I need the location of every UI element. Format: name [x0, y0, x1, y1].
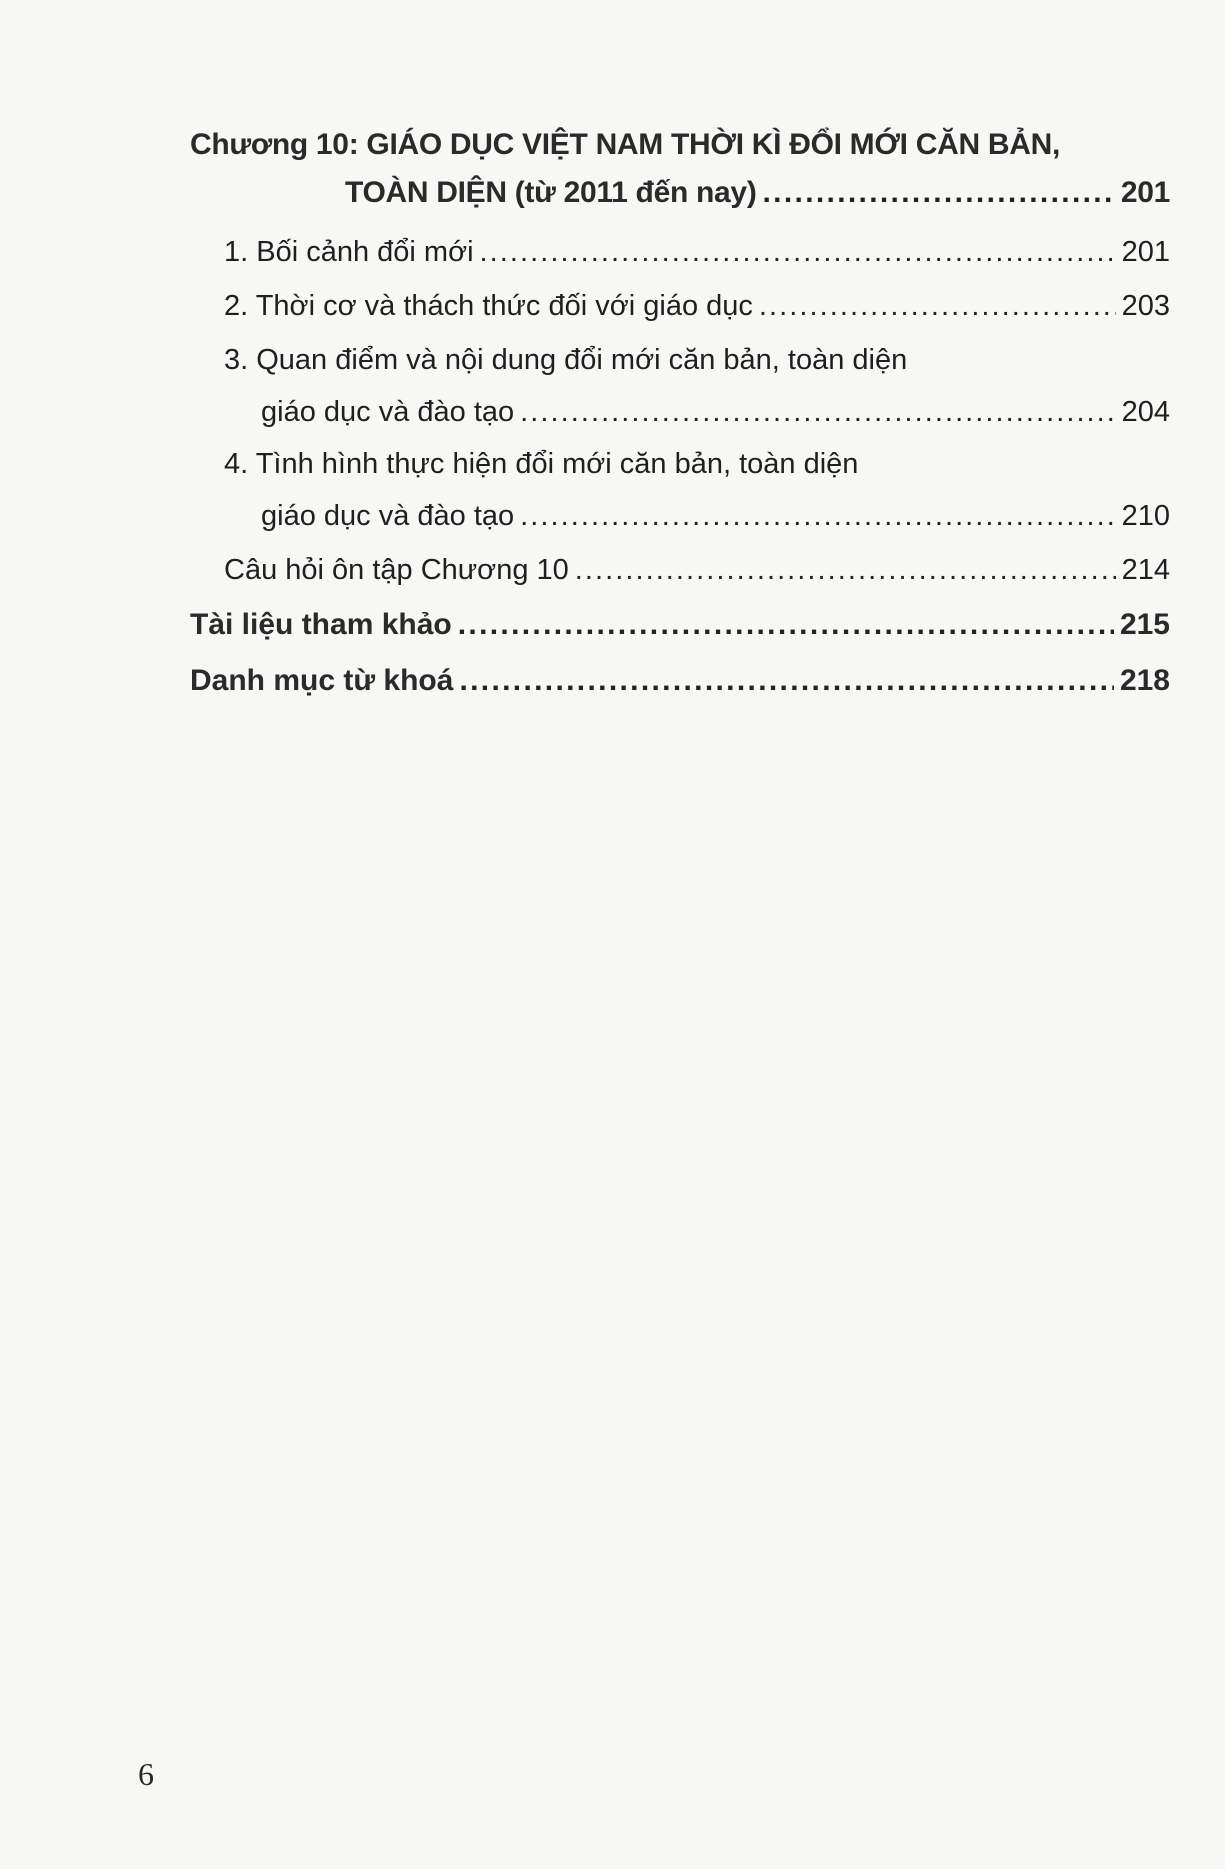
- toc-entry-label: giáo dục và đào tạo: [261, 396, 515, 428]
- toc-entry-label: Tài liệu tham khảo: [190, 608, 452, 641]
- dot-leader: [763, 176, 1115, 210]
- chapter-10-title-line2: TOÀN DIỆN (từ 2011 đến nay): [345, 176, 757, 209]
- dot-leader: [459, 664, 1114, 698]
- toc-entry-3-line1: 3. Quan điểm và nội dung đổi mới căn bản, toàn diện: [224, 344, 908, 376]
- toc-entry-page: 214: [1121, 554, 1170, 586]
- dot-leader: [458, 608, 1114, 642]
- toc-entry-review: [224, 554, 1170, 587]
- toc-entry-2: [224, 290, 1170, 323]
- dot-leader: [520, 500, 1115, 533]
- toc-entry-page: 201: [1121, 236, 1170, 268]
- toc-entry-4: [261, 500, 1170, 533]
- toc-entry-1: [224, 236, 1170, 269]
- chapter-10-title-line1: Chương 10: GIÁO DỤC VIỆT NAM THỜI KÌ ĐỔI MỚI CĂN BẢN,: [190, 128, 1060, 161]
- chapter-10-page: 201: [1120, 176, 1170, 209]
- toc-entry-label: Danh mục từ khoá: [190, 664, 454, 697]
- page-number: 6: [138, 1756, 154, 1792]
- toc-entry-page: 204: [1121, 396, 1170, 428]
- toc-entry-label: 1. Bối cảnh đổi mới: [224, 236, 474, 268]
- toc-entry-page: 215: [1119, 608, 1170, 641]
- toc-entry-4-line1: 4. Tình hình thực hiện đổi mới căn bản, toàn diện: [224, 448, 859, 480]
- dot-leader: [520, 396, 1115, 429]
- toc-entry-3: [261, 396, 1170, 429]
- toc-entry-label: giáo dục và đào tạo: [261, 500, 515, 532]
- toc-entry-label: 2. Thời cơ và thách thức đối với giáo dục: [224, 290, 753, 322]
- toc-entry-label: Câu hỏi ôn tập Chương 10: [224, 554, 569, 586]
- toc-entry-page: 218: [1119, 664, 1170, 697]
- dot-leader: [480, 236, 1116, 269]
- toc-entry-references: [190, 608, 1170, 642]
- dot-leader: [575, 554, 1116, 587]
- toc-entry-keywords: [190, 664, 1170, 698]
- toc-entry-page: 203: [1121, 290, 1170, 322]
- dot-leader: [759, 290, 1116, 323]
- chapter-10-entry: [345, 176, 1170, 210]
- toc-entry-page: 210: [1121, 500, 1170, 532]
